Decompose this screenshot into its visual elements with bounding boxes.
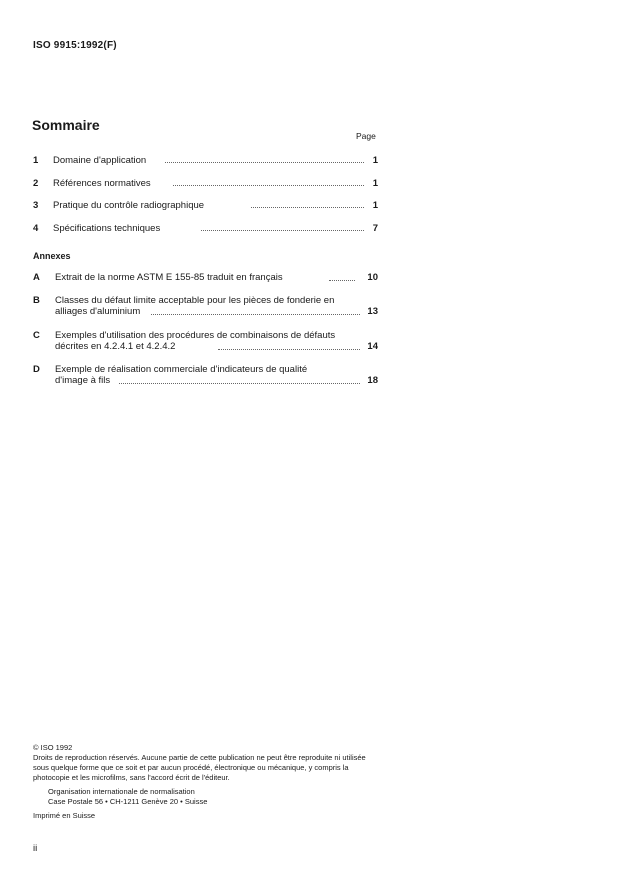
annex-title-line2: d'image à fils [55,375,111,386]
document-header: ISO 9915:1992(F) [33,40,117,51]
annex-title-line1: Classes du défaut limite acceptable pour les pièces de fonderie en [55,295,335,306]
toc-entry-page: 1 [372,200,378,211]
rights-statement: Droits de reproduction réservés. Aucune partie de cette publication ne peut être reproduite ni utilisée sous quelque forme que ce soit et par aucun procédé, électronique ou mécanique, y compris la photocopie et les microfilms, sans l'accord écrit de l'éditeur. [33,753,366,782]
toc-leader-dots [119,375,360,384]
annex-letter: C [33,330,40,341]
toc-entry-number: 3 [33,200,39,211]
toc-leader-dots [218,341,360,350]
annex-title-line1: Extrait de la norme ASTM E 155-85 traduit en français [55,272,283,283]
annex-entry [33,272,378,284]
annex-title-line2: décrites en 4.2.4.1 et 4.2.4.2 [55,341,176,352]
toc-leader-dots [251,200,364,208]
copyright-footer [33,743,383,821]
printed-in: Imprimé en Suisse [33,811,96,820]
annex-entry [33,330,378,354]
annex-letter: B [33,295,40,306]
annex-entry [33,364,378,388]
toc-entry-title: Domaine d'application [53,155,147,166]
organization-name: Organisation internationale de normalisation [48,787,195,796]
copyright-notice: © ISO 1992 [33,743,73,752]
toc-entry-number: 1 [33,155,39,166]
organization-address: Case Postale 56 • CH-1211 Genève 20 • Suisse [48,797,208,806]
toc-entry-page: 1 [372,155,378,166]
toc-entry-number: 4 [33,223,39,234]
annex-letter: A [33,272,40,283]
annex-title-line1: Exemple de réalisation commerciale d'indicateurs de qualité [55,364,308,375]
annex-page: 13 [367,306,378,317]
annex-page: 10 [367,272,378,283]
toc-entry-page: 7 [372,223,378,234]
annex-entry [33,295,378,319]
annex-title-line1: Exemples d'utilisation des procédures de combinaisons de défauts [55,330,336,341]
toc-entry-title: Spécifications techniques [53,223,161,234]
toc-leader-dots [165,155,364,163]
toc-entry-title: Références normatives [53,178,151,189]
annex-page: 18 [367,375,378,386]
toc-leader-dots [201,223,364,231]
annexes-heading: Annexes [33,251,71,261]
toc-leader-dots [329,272,355,281]
toc-entry-number: 2 [33,178,39,189]
annex-letter: D [33,364,40,375]
annex-title-line2: alliages d'aluminium [55,306,141,317]
page-column-label: Page [356,131,376,141]
toc-leader-dots [151,306,360,315]
page-number: ii [33,843,38,854]
page-title: Sommaire [32,117,100,133]
annex-page: 14 [367,341,378,352]
toc-entry-title: Pratique du contrôle radiographique [53,200,205,211]
toc-entry-page: 1 [372,178,378,189]
toc-leader-dots [173,178,364,186]
